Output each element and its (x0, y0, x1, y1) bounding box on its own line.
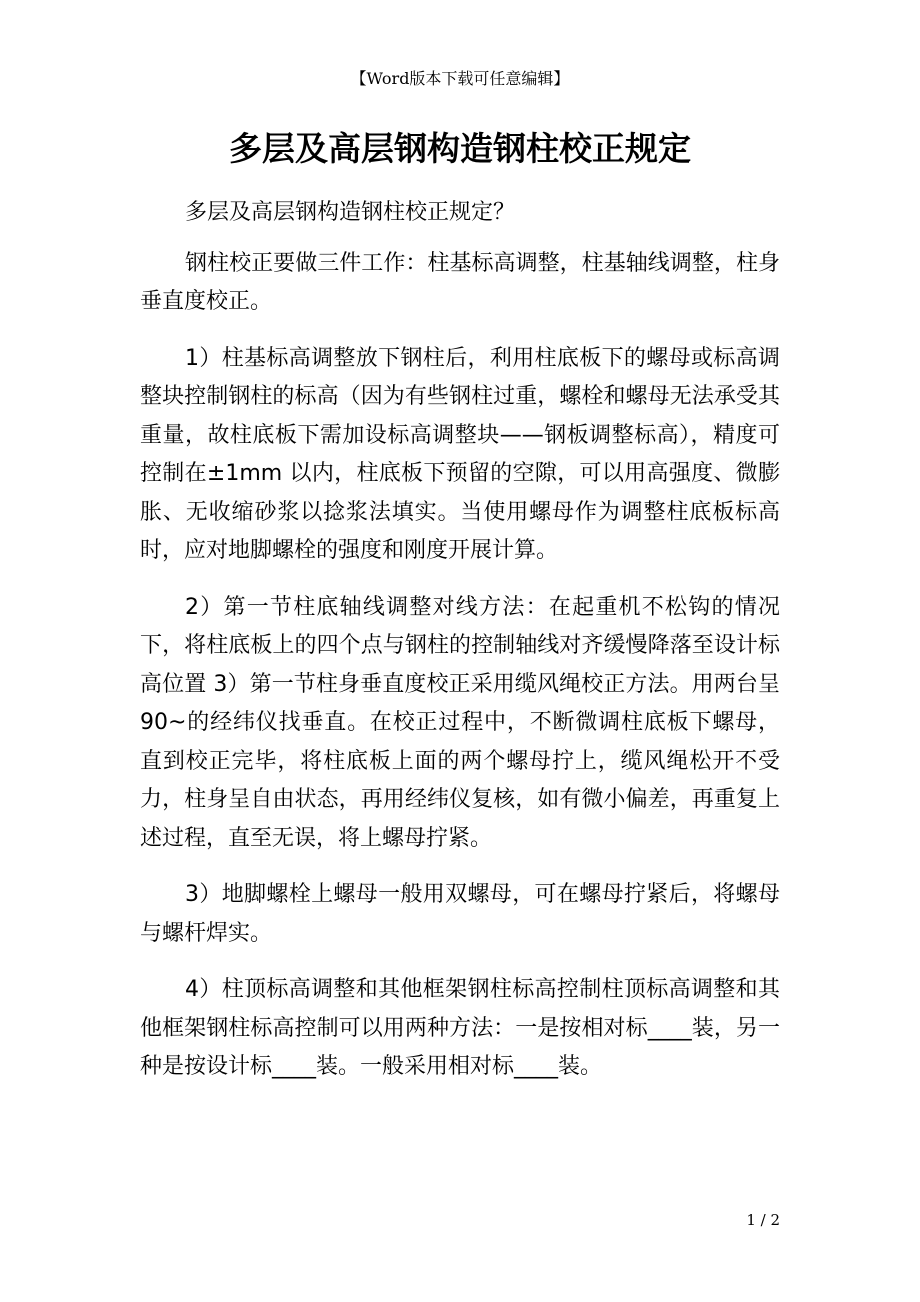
paragraph-step-4: 4）柱顶标高调整和其他框架钢柱标高控制柱顶标高调整和其他框架钢柱标高控制可以用两种方法：一是按相对标____装，另一种是按设计标____装。一般采用相对标____装。 (140, 977, 780, 1079)
paragraph-step-3: 3）地脚螺栓上螺母一般用双螺母，可在螺母拧紧后，将螺母与螺杆焊实。 (140, 882, 780, 946)
page-number: 1 / 2 (746, 1211, 780, 1229)
document-title: 多层及高层钢构造钢柱校正规定 (229, 129, 691, 168)
download-note: 【Word版本下载可任意编辑】 (350, 69, 570, 88)
paragraph-overview: 钢柱校正要做三件工作：柱基标高调整，柱基轴线调整，柱身垂直度校正。 (140, 250, 780, 314)
paragraph-question: 多层及高层钢构造钢柱校正规定？ (185, 200, 516, 225)
paragraph-step-2: 2）第一节柱底轴线调整对线方法：在起重机不松钩的情况下，将柱底板上的四个点与钢柱的控制轴线对齐缓慢降落至设计标高位置 3）第一节柱身垂直度校正采用缆风绳校正方法。用两台呈 90~的经纬仪找垂直。在校正过程中，不断微调柱底板下螺母，直到校正完毕，将柱底板上面的两个螺母拧上，缆风绳松开不受力，柱身呈自由状态，再用经纬仪复核，如有微小偏差，再重复上述过程，直至无误，将上螺母拧紧。 (140, 594, 780, 851)
paragraph-step-1: 1）柱基标高调整放下钢柱后，利用柱底板下的螺母或标高调整块控制钢柱的标高（因为有些钢柱过重，螺栓和螺母无法承受其重量，故柱底板下需加设标高调整块——钢板调整标高），精度可控制在±1mm 以内，柱底板下预留的空隙，可以用高强度、微膨胀、无收缩砂浆以捻浆法填实。当使用螺母作为调整柱底板标高时，应对地脚螺栓的强度和刚度开展计算。 (140, 345, 780, 563)
document-body (140, 194, 780, 1087)
